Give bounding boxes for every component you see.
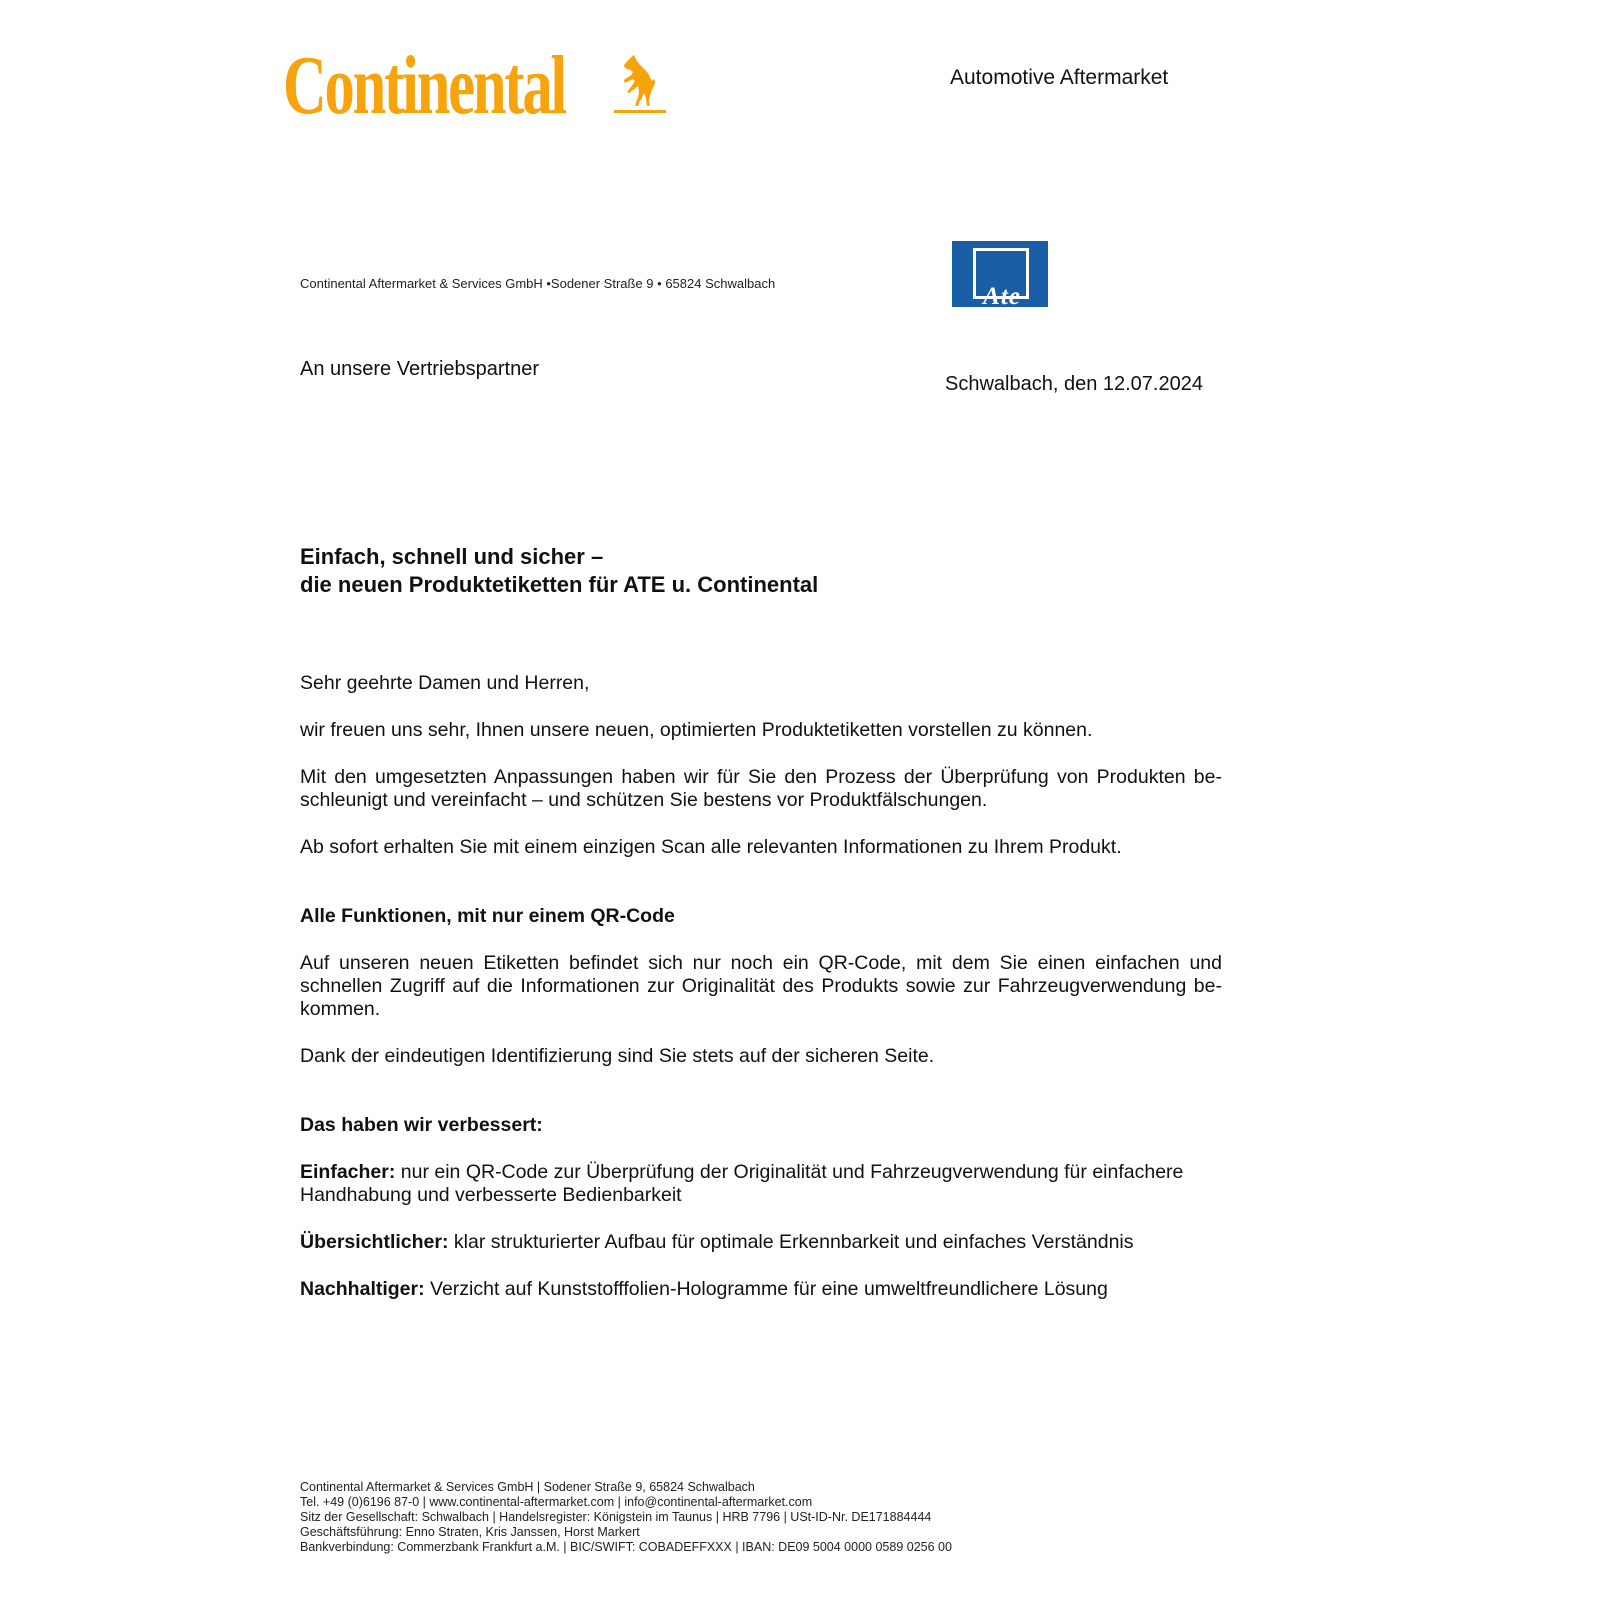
text: schleunigt und vereinfacht – und schützen Sie bestens vor Produktfälschungen. — [300, 789, 988, 811]
body-line — [300, 998, 1222, 1021]
body-line — [300, 766, 1222, 789]
paragraph — [300, 952, 1222, 1021]
footer — [300, 1480, 952, 1555]
section-heading — [300, 1114, 1222, 1137]
paragraph — [300, 1278, 1222, 1301]
ate-logo-frame — [973, 248, 1029, 310]
body-line — [300, 1278, 1222, 1301]
letter-body — [300, 672, 1222, 1325]
date-line: Schwalbach, den 12.07.2024 — [945, 373, 1203, 395]
text: nur ein QR-Code zur Überprüfung der Originalität und Fahrzeugverwendung für einfachere — [395, 1161, 1184, 1183]
text: Auf unseren neuen Etiketten befindet sich nur noch ein QR-Code, mit dem Sie einen einfachen und — [300, 952, 1222, 974]
section-heading — [300, 905, 1222, 928]
paragraph — [300, 672, 1222, 695]
body-line — [300, 905, 1222, 928]
recipient-line: An unsere Vertriebspartner — [300, 358, 540, 380]
footer-line: Sitz der Gesellschaft: Schwalbach | Handelsregister: Königstein im Taunus | HRB 7796 | USt-ID-Nr. DE171884444 — [300, 1510, 932, 1524]
department-label: Automotive Aftermarket — [950, 66, 1169, 89]
body-line — [300, 672, 1222, 695]
footer-line: Tel. +49 (0)6196 87-0 | www.continental-aftermarket.com | info@continental-aftermarket.com — [300, 1495, 813, 1509]
headline-line-2: die neuen Produktetiketten für ATE u. Continental — [300, 572, 819, 597]
ate-logo — [952, 241, 1048, 310]
body-line — [300, 789, 1222, 812]
body-line — [300, 1114, 1222, 1137]
paragraph — [300, 1231, 1222, 1254]
footer-line: Bankverbindung: Commerzbank Frankfurt a.M. | BIC/SWIFT: COBADEFFXXX | IBAN: DE09 5004 0000 0589 0256 00 — [300, 1540, 952, 1554]
body-line — [300, 975, 1222, 998]
text: Mit den umgesetzten Anpassungen haben wir für Sie den Prozess der Überprüfung von Produkten be- — [300, 766, 1222, 788]
footer-line: Geschäftsführung: Enno Straten, Kris Janssen, Horst Markert — [300, 1525, 640, 1539]
continental-wordmark: Continental — [283, 39, 566, 132]
sender-address-line: Continental Aftermarket & Services GmbH •Sodener Straße 9 • 65824 Schwalbach — [300, 276, 776, 291]
headline-line-1: Einfach, schnell und sicher – — [300, 544, 604, 569]
letter-headline — [300, 543, 818, 599]
body-line — [300, 836, 1222, 859]
bold-text: Das haben wir verbessert: — [300, 1114, 543, 1136]
paragraph — [300, 719, 1222, 742]
body-line — [300, 1231, 1222, 1254]
bold-text: Einfacher: — [300, 1161, 396, 1183]
text: schnellen Zugriff auf die Informationen zur Originalität des Produkts sowie zur Fahrzeugverwendung be- — [300, 975, 1222, 997]
paragraph — [300, 836, 1222, 859]
text: Verzicht auf Kunststofffolien-Hologramme für eine umweltfreundlichere Lösung — [424, 1278, 1108, 1300]
ate-logo-text: Ate — [983, 283, 1021, 310]
bold-text: Alle Funktionen, mit nur einem QR-Code — [300, 905, 675, 927]
text: Ab sofort erhalten Sie mit einem einzigen Scan alle relevanten Informationen zu Ihrem Produkt. — [300, 836, 1122, 858]
footer-line: Continental Aftermarket & Services GmbH | Sodener Straße 9, 65824 Schwalbach — [300, 1480, 755, 1494]
text: Handhabung und verbesserte Bedienbarkeit — [300, 1184, 682, 1206]
paragraph — [300, 1161, 1222, 1207]
bold-text: Übersichtlicher: — [300, 1231, 449, 1253]
text: Sehr geehrte Damen und Herren, — [300, 672, 590, 694]
paragraph — [300, 766, 1222, 812]
body-line — [300, 1161, 1222, 1184]
logo-underline — [614, 110, 666, 113]
continental-logo — [283, 39, 683, 132]
text: klar strukturierter Aufbau für optimale Erkennbarkeit und einfaches Verständnis — [448, 1231, 1134, 1253]
body-line — [300, 719, 1222, 742]
text: wir freuen uns sehr, Ihnen unsere neuen, optimierten Produktetiketten vorstellen zu können. — [300, 719, 1093, 741]
body-line — [300, 1045, 1222, 1068]
text: kommen. — [300, 998, 381, 1020]
text: Dank der eindeutigen Identifizierung sind Sie stets auf der sicheren Seite. — [300, 1045, 935, 1067]
body-line — [300, 1184, 1222, 1207]
rearing-horse-icon — [617, 54, 661, 106]
paragraph — [300, 1045, 1222, 1068]
body-line — [300, 952, 1222, 975]
bold-text: Nachhaltiger: — [300, 1278, 425, 1300]
